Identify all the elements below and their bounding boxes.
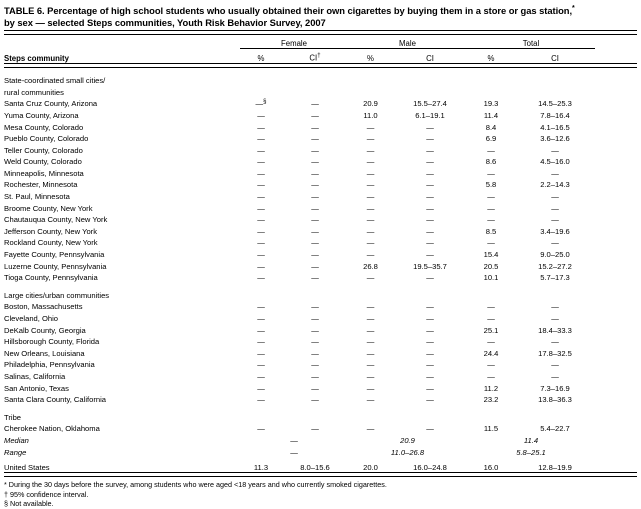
group-header-pad [595, 34, 637, 48]
cell-total-pct: 24.4 [483, 348, 499, 358]
cell-pad [595, 311, 637, 323]
cell-pad [595, 236, 637, 248]
section-heading-continued: rural communities [4, 87, 64, 97]
cell-female-pct: — [257, 325, 265, 335]
cell-female-pct: — [257, 371, 265, 381]
footnote-text: During the 30 days before the survey, among students who were aged <18 years and who currently smoked cigarettes. [8, 480, 387, 490]
cell-female-pct: — [257, 122, 265, 132]
cell-total-ci: — [551, 238, 559, 248]
cell-female-pct: — [257, 273, 265, 283]
cell-male-ci: — [426, 383, 434, 393]
cell-male-pct: — [366, 314, 375, 323]
cell-male-ci: — [426, 122, 434, 132]
cell-female-pct: — [257, 226, 265, 236]
summary-female: — [290, 447, 298, 457]
cell-female-pct: — [257, 360, 265, 370]
table-row [4, 259, 637, 271]
row-label: Minneapolis, Minnesota [4, 168, 84, 178]
section-heading-row [4, 288, 637, 300]
cell-male-pct: — [366, 371, 375, 381]
cell-male-ci: — [426, 180, 434, 190]
cell-pad [595, 178, 637, 190]
cell-total-ci: 2.2–14.3 [540, 180, 570, 190]
footnote-3 [4, 499, 637, 509]
cell-total-ci: — [551, 371, 559, 381]
cell-male-ci: — [426, 302, 434, 312]
cell-female-pct: — [257, 238, 265, 248]
table-row [4, 369, 637, 381]
group-header-row [4, 34, 637, 48]
cell-male-pct: — [366, 238, 375, 248]
cell-male-pct: 26.8 [363, 261, 378, 271]
subheader-pad [595, 48, 637, 63]
cell-female-pct: — [257, 203, 265, 213]
cell-female-ci: — [311, 395, 319, 405]
cell-male-pct: — [366, 134, 375, 144]
cell-female-ci: — [311, 424, 319, 434]
table-row [4, 393, 637, 405]
section-heading: State-coordinated small cities/ [4, 76, 106, 86]
cell-us-male-pct: 20.0 [363, 463, 378, 473]
footnotes [4, 480, 637, 509]
cell-female-ci: — [311, 192, 319, 202]
footnote-marker: § [4, 499, 10, 509]
cell-male-ci: — [426, 203, 434, 213]
row-label: Broome County, New York [4, 203, 93, 213]
cell-male-pct: — [366, 192, 375, 202]
cell-total-pct: — [487, 203, 495, 213]
cell-total-ci: 15.2–27.2 [538, 261, 572, 271]
cell-total-ci: — [551, 192, 559, 202]
summary-row [4, 433, 637, 445]
section-heading-row [4, 410, 637, 422]
cell-total-ci: 17.8–32.5 [538, 348, 572, 358]
cell-pad [595, 358, 637, 370]
cell-total-ci: — [551, 302, 559, 312]
row-label: Cleveland, Ohio [4, 314, 59, 323]
cell-male-pct: — [366, 168, 375, 178]
cell-female-pct: — [257, 134, 265, 144]
cell-total-ci: — [551, 203, 559, 213]
row-label: Fayette County, Pennsylvania [4, 250, 105, 260]
cell-female-ci: — [311, 215, 319, 225]
cell-total-pct: 11.4 [483, 110, 499, 120]
subheader-female-ci-footnote: † [317, 52, 321, 59]
table-row [4, 97, 637, 109]
cell-male-ci: — [426, 314, 434, 323]
cell-pad [595, 381, 637, 393]
cell-female-pct: — [257, 395, 265, 405]
cell-pad [595, 189, 637, 201]
cell-female-pct: — [257, 302, 265, 312]
cell-male-pct: — [366, 424, 375, 434]
table-row [4, 178, 637, 190]
cell-female-ci: — [311, 250, 319, 260]
cell-male-ci: — [426, 134, 434, 144]
cell-total-ci: 7.3–16.9 [540, 383, 570, 393]
cell-male-ci: — [426, 168, 434, 178]
table-row [4, 381, 637, 393]
footnote-text: Not available. [10, 499, 54, 509]
cell-total-ci: 4.1–16.5 [540, 122, 570, 132]
cell-total-ci: 5.7–17.3 [540, 273, 570, 283]
row-label: Weld County, Colorado [4, 157, 82, 167]
cell-female-pct: — [257, 424, 265, 434]
cell-male-ci: — [426, 395, 434, 405]
cell-pad [595, 323, 637, 335]
cell-female-pct-value: — [255, 99, 264, 109]
row-label: Jefferson County, New York [4, 226, 98, 236]
page-title [0, 0, 641, 30]
cell-male-ci: — [426, 250, 434, 260]
cell-male-ci: — [426, 238, 434, 248]
cell-female-pct: — [257, 110, 265, 120]
section-heading: Large cities/urban communities [4, 290, 110, 300]
title-footnote-marker: * [572, 5, 575, 12]
summary-total: 5.8–25.1 [516, 447, 546, 457]
subheader-female-ci-text: CI [309, 53, 318, 63]
cell-female-ci: — [311, 314, 319, 323]
group-header-female: Female [240, 34, 348, 48]
cell-male-pct: — [366, 203, 375, 213]
summary-male: 11.0–26.8 [390, 447, 425, 457]
cell-total-ci: 3.4–19.6 [540, 226, 570, 236]
cell-male-pct: — [366, 145, 375, 155]
cell-male-ci: — [426, 424, 434, 434]
cell-total-pct: 10.1 [483, 273, 499, 283]
cell-female-pct: — [257, 261, 265, 271]
cell-male-pct: — [366, 325, 375, 335]
cell-total-pct: — [487, 337, 495, 347]
table-row [4, 271, 637, 283]
cell-total-ci: — [551, 337, 559, 347]
cell-total-ci: 13.8–36.3 [538, 395, 572, 405]
summary-total: 11.4 [523, 435, 539, 445]
table-row [4, 143, 637, 155]
cell-pad [595, 213, 637, 225]
footnote-2 [4, 490, 637, 500]
cell-female-ci: — [311, 122, 319, 132]
bottom-rule-cell [4, 473, 637, 477]
cell-pad [595, 108, 637, 120]
table-row [4, 236, 637, 248]
cell-male-pct: — [366, 180, 375, 190]
cell-us-female-ci: 8.0–15.6 [300, 463, 330, 473]
table-row [4, 189, 637, 201]
row-label: Chautauqua County, New York [4, 215, 108, 225]
cell-total-ci: 14.5–25.3 [538, 99, 572, 109]
data-table [4, 30, 637, 478]
stub-header: Steps community [4, 53, 69, 63]
footnote-marker: * [4, 480, 9, 490]
cell-total-pct: 19.3 [483, 99, 499, 109]
united-states-row [4, 461, 637, 473]
subheader-total-pct: % [487, 53, 495, 63]
cell-female-pct: — [257, 145, 265, 155]
subheader-female-pct: % [257, 53, 265, 63]
table-row [4, 166, 637, 178]
cell-male-ci: — [426, 348, 434, 358]
summary-pad [595, 433, 637, 445]
row-label: Hillsborough County, Florida [4, 337, 100, 347]
table-row [4, 213, 637, 225]
cell-total-pct: 6.9 [485, 134, 497, 144]
summary-label: Range [4, 447, 27, 457]
table-row [4, 108, 637, 120]
cell-female-ci: — [311, 325, 319, 335]
summary-pad [595, 445, 637, 457]
cell-female-ci: — [311, 348, 319, 358]
subheader-male-pct: % [367, 53, 374, 63]
cell-pad [595, 132, 637, 144]
cell-pad [595, 97, 637, 109]
cell-pad [595, 422, 637, 434]
cell-female-ci: — [311, 302, 319, 312]
summary-label: Median [4, 435, 29, 445]
subheader-female-ci [282, 48, 348, 63]
cell-male-ci: — [426, 360, 434, 370]
cell-total-pct: — [487, 192, 495, 202]
cell-pad [595, 335, 637, 347]
cell-female-ci: — [311, 261, 319, 271]
cell-female-ci: — [311, 337, 319, 347]
table-row [4, 201, 637, 213]
table-row [4, 155, 637, 167]
cell-female-ci: — [311, 238, 319, 248]
cell-male-ci: 6.1–19.1 [415, 110, 445, 120]
cell-female-pct: — [257, 383, 265, 393]
row-label: San Antonio, Texas [4, 383, 69, 393]
row-label: Tioga County, Pennsylvania [4, 273, 98, 283]
cell-total-pct: — [487, 168, 495, 178]
cell-female-ci: — [311, 383, 319, 393]
bottom-rule [4, 473, 637, 477]
cell-total-ci: — [551, 145, 559, 155]
cell-female-pct: — [257, 168, 265, 178]
cell-male-ci: — [426, 215, 434, 225]
cell-male-pct: — [366, 395, 375, 405]
cell-female-ci: — [311, 273, 319, 283]
cell-total-pct: — [487, 360, 495, 370]
footnote-1 [4, 480, 637, 490]
section-heading-row-2 [4, 85, 637, 97]
cell-pad [595, 224, 637, 236]
row-label: DeKalb County, Georgia [4, 325, 86, 335]
row-label: Luzerne County, Pennsylvania [4, 261, 107, 271]
cell-total-pct: — [487, 238, 495, 248]
table-row [4, 247, 637, 259]
cell-us-male-ci: 16.0–24.8 [413, 463, 447, 473]
cell-female-pct: — [257, 348, 265, 358]
cell-total-pct: 23.2 [483, 395, 499, 405]
cell-female-pct: — [257, 314, 265, 323]
cell-total-pct: — [487, 145, 495, 155]
cell-male-pct: — [366, 383, 375, 393]
cell-total-pct: 20.5 [483, 261, 499, 271]
cell-female-pct: — [257, 337, 265, 347]
group-header-male: Male [348, 34, 467, 48]
cell-male-ci: 15.5–27.4 [413, 99, 447, 109]
subheader-row [4, 48, 637, 63]
cell-male-ci: 19.5–35.7 [413, 261, 447, 271]
cell-total-ci: 3.6–12.6 [540, 134, 570, 144]
table-row [4, 422, 637, 434]
cell-male-ci: — [426, 226, 434, 236]
cell-total-pct: 11.2 [483, 383, 499, 393]
cell-pad [595, 393, 637, 405]
cell-male-ci: — [426, 371, 434, 381]
cell-male-pct: — [366, 337, 375, 347]
cell-female-pct: — [257, 192, 265, 202]
cell-female-ci: — [311, 110, 319, 120]
cell-pad [595, 143, 637, 155]
cell-female-pct: — [257, 250, 265, 260]
cell-total-ci: 18.4–33.3 [538, 325, 572, 335]
table-row [4, 358, 637, 370]
cell-total-pct: 11.5 [483, 424, 499, 434]
cell-male-ci: — [426, 192, 434, 202]
row-label: Santa Cruz County, Arizona [4, 99, 98, 109]
cell-total-ci: — [551, 215, 559, 225]
cell-male-pct: — [366, 122, 375, 132]
cell-male-pct: — [366, 157, 375, 167]
cell-female-pct-footnote: § [263, 98, 267, 105]
cell-pad [595, 201, 637, 213]
cell-male-pct: 11.0 [363, 110, 378, 120]
cell-female-pct: — [257, 157, 265, 167]
cell-total-pct: 8.5 [485, 226, 497, 236]
cell-female-ci: — [311, 134, 319, 144]
row-label: Rockland County, New York [4, 238, 98, 248]
section-heading-row [4, 74, 637, 86]
title-line-2: by sex — selected Steps communities, Youth Risk Behavior Survey, 2007 [4, 17, 326, 29]
row-label: Boston, Massachusetts [4, 302, 83, 312]
cell-female-pct: — [257, 215, 265, 225]
table-row [4, 323, 637, 335]
cell-pad [595, 300, 637, 312]
row-label: Yuma County, Arizona [4, 110, 79, 120]
row-label: St. Paul, Minnesota [4, 192, 70, 202]
cell-female-pct: — [257, 180, 265, 190]
summary-male: 20.9 [400, 435, 415, 445]
row-label: Teller County, Colorado [4, 145, 83, 155]
table-row [4, 120, 637, 132]
cell-total-ci: — [551, 360, 559, 370]
cell-total-pct: — [487, 302, 495, 312]
cell-us-total-pct: 16.0 [483, 463, 499, 473]
cell-female-pct [240, 97, 282, 109]
cell-male-pct: 20.9 [363, 99, 378, 109]
section-heading: Tribe [4, 412, 22, 422]
cell-female-ci: — [311, 145, 319, 155]
cell-us-pad [595, 461, 637, 473]
title-line-1: TABLE 6. Percentage of high school students who usually obtained their own cigarettes by buying them in a store or gas station, [4, 5, 573, 17]
cell-male-pct: — [366, 250, 375, 260]
cell-female-ci: — [311, 157, 319, 167]
cell-total-pct: — [487, 371, 495, 381]
cell-female-ci: — [311, 99, 319, 109]
cell-pad [595, 259, 637, 271]
cell-female-ci: — [311, 168, 319, 178]
cell-male-pct: — [366, 273, 375, 283]
cell-total-ci: — [551, 314, 559, 323]
united-states-label: United States [4, 463, 50, 473]
table-row [4, 132, 637, 144]
summary-female: — [290, 435, 298, 445]
row-label: Cherokee Nation, Oklahoma [4, 424, 100, 434]
cell-female-ci: — [311, 371, 319, 381]
cell-pad [595, 247, 637, 259]
cell-pad [595, 271, 637, 283]
table-row [4, 311, 637, 323]
group-header-spacer [4, 34, 240, 48]
cell-male-ci: — [426, 157, 434, 167]
cell-us-total-ci: 12.8–19.9 [538, 463, 572, 473]
summary-row [4, 445, 637, 457]
group-header-total: Total [467, 34, 595, 48]
table-row [4, 346, 637, 358]
row-label: New Orleans, Louisiana [4, 348, 85, 358]
table-row [4, 224, 637, 236]
row-label: Salinas, California [4, 371, 66, 381]
cell-total-ci: 4.5–16.0 [540, 157, 570, 167]
cell-pad [595, 346, 637, 358]
cell-total-pct: 25.1 [483, 325, 499, 335]
row-label: Pueblo County, Colorado [4, 134, 89, 144]
footnote-text: 95% confidence interval. [10, 489, 89, 499]
cell-pad [595, 120, 637, 132]
cell-male-pct: — [366, 348, 375, 358]
cell-total-pct: 8.4 [485, 122, 497, 132]
table-row [4, 335, 637, 347]
cell-total-ci: — [551, 168, 559, 178]
cell-pad [595, 166, 637, 178]
cell-us-female-pct: 11.3 [253, 463, 269, 473]
cell-male-pct: — [366, 215, 375, 225]
cell-pad [595, 369, 637, 381]
cell-male-pct: — [366, 302, 375, 312]
row-label: Mesa County, Colorado [4, 122, 84, 132]
cell-total-pct: 5.8 [485, 180, 497, 190]
row-label: Philadelphia, Pennsylvania [4, 360, 95, 370]
cell-total-pct: — [487, 314, 495, 323]
cell-female-ci: — [311, 226, 319, 236]
cell-female-ci: — [311, 180, 319, 190]
row-label: Santa Clara County, California [4, 395, 107, 405]
cell-total-pct: — [487, 215, 495, 225]
cell-total-pct: 8.6 [485, 157, 497, 167]
cell-male-ci: — [426, 337, 434, 347]
footnote-marker: † [4, 489, 10, 499]
cell-total-ci: 5.4–22.7 [540, 424, 570, 434]
row-label: Rochester, Minnesota [4, 180, 78, 190]
table-row [4, 300, 637, 312]
cell-female-ci: — [311, 360, 319, 370]
cell-total-ci: 9.0–25.0 [540, 250, 570, 260]
cell-male-pct: — [366, 226, 375, 236]
cell-male-ci: — [426, 145, 434, 155]
cell-female-ci: — [311, 203, 319, 213]
cell-total-pct: 15.4 [483, 250, 499, 260]
cell-male-pct: — [366, 360, 375, 370]
cell-male-ci: — [426, 325, 434, 335]
cell-total-ci: 7.8–16.4 [540, 110, 570, 120]
subheader-male-ci: CI [426, 53, 434, 63]
cell-pad [595, 155, 637, 167]
cell-male-ci: — [426, 273, 434, 283]
subheader-total-ci: CI [551, 53, 559, 63]
